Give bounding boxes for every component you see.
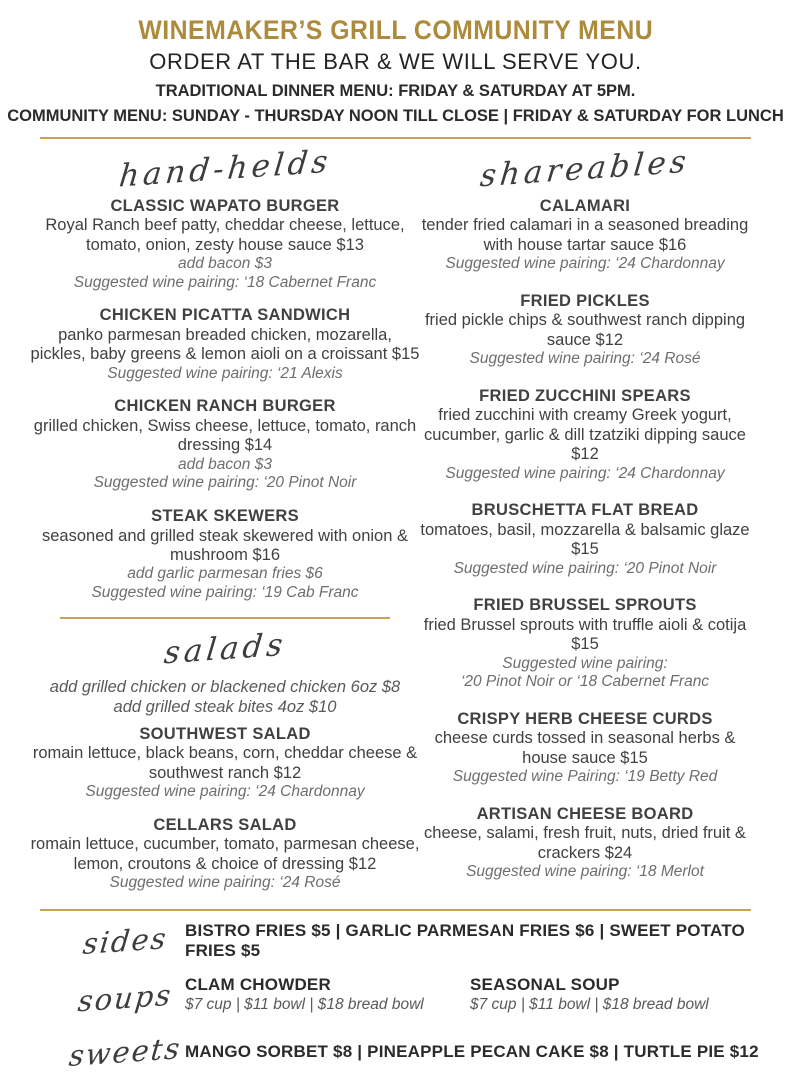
- dinner-hours-line: TRADITIONAL DINNER MENU: FRIDAY & SATURDAY AT 5PM.: [155, 81, 636, 100]
- sides-heading: sides: [80, 920, 170, 962]
- menu-item-description: cheese, salami, fresh fruit, nuts, dried fruit & crackers $24: [424, 824, 746, 862]
- menu-item-description: romain lettuce, cucumber, tomato, parmesan cheese, lemon, croutons & choice of dressing $12: [30, 835, 420, 873]
- right-column: [420, 143, 750, 907]
- menu-item-note: Suggested wine pairing: ‘21 Alexis: [107, 364, 343, 382]
- sweets-list: MANGO SORBET $8 | PINEAPPLE PECAN CAKE $8 | TURTLE PIE $12: [185, 1041, 759, 1061]
- menu-item-description: romain lettuce, black beans, corn, cheddar cheese & southwest ranch $12: [32, 744, 418, 782]
- menu-item-description: fried pickle chips & southwest ranch dipping sauce $12: [424, 311, 746, 349]
- page-title-text: WINEMAKER’S GRILL COMMUNITY MENU: [138, 15, 653, 45]
- page-title: [0, 16, 791, 46]
- salads-items: [30, 725, 420, 893]
- salads-addon-line: add grilled steak bites 4oz $10: [113, 697, 337, 716]
- menu-item-description: fried zucchini with creamy Greek yogurt, cucumber, garlic & dill tzatziki dipping sauce $12: [424, 406, 746, 464]
- soup-name: CLAM CHOWDER: [185, 974, 331, 994]
- hand-helds-items: [30, 197, 420, 603]
- menu-item-description: tomatoes, basil, mozzarella & balsamic glaze $15: [420, 520, 750, 559]
- menu-item: [30, 306, 420, 383]
- menu-item: [420, 292, 750, 369]
- menu-item-name: FRIED ZUCCHINI SPEARS: [479, 386, 691, 405]
- salads-divider: [60, 617, 390, 619]
- menu-item-description: fried Brussel sprouts with truffle aioli & cotija $15: [423, 615, 747, 654]
- menu-item-name: CLASSIC WAPATO BURGER: [110, 196, 340, 215]
- sweets-row: [0, 1030, 791, 1073]
- section-shareables: [420, 143, 750, 882]
- order-instruction: ORDER AT THE BAR & WE WILL SERVE YOU.: [149, 48, 642, 74]
- menu-item-note: Suggested wine pairing: ‘24 Chardonnay: [445, 464, 725, 482]
- menu-item-name: SOUTHWEST SALAD: [139, 724, 311, 743]
- menu-item: [30, 507, 420, 603]
- menu-item-description: seasoned and grilled steak skewered with onion & mushroom $16: [42, 526, 408, 564]
- menu-item-description: grilled chicken, Swiss cheese, lettuce, tomato, ranch dressing $14: [33, 416, 417, 455]
- soups-heading: soups: [76, 977, 174, 1019]
- menu-item-description: cheese curds tossed in seasonal herbs & house sauce $15: [434, 729, 736, 767]
- menu-item-name: FRIED BRUSSEL SPROUTS: [473, 596, 697, 615]
- menu-item-note: Suggested wine pairing: ‘20 Pinot Noir: [453, 559, 717, 577]
- menu-item: [420, 710, 750, 787]
- section-hand-helds: [30, 143, 420, 603]
- left-column: [30, 143, 420, 907]
- menu-header: [0, 0, 791, 128]
- menu-item: [420, 197, 750, 274]
- salads-intro: [30, 677, 420, 717]
- menu-item-name: CRISPY HERB CHEESE CURDS: [457, 709, 713, 728]
- menu-item-note: Suggested wine pairing: ‘24 Rosé: [469, 350, 701, 368]
- salads-heading: salads: [161, 626, 289, 672]
- menu-item-note: Suggested wine pairing: ‘18 Merlot: [466, 863, 704, 881]
- menu-item: [30, 197, 420, 293]
- menu-item-name: CALAMARI: [539, 196, 631, 215]
- soups-entries: [185, 975, 755, 1014]
- menu-item-note: Suggested wine pairing: ‘18 Cabernet Franc: [73, 273, 377, 291]
- sides-list: BISTRO FRIES $5 | GARLIC PARMESAN FRIES $6 | SWEET POTATO FRIES $5: [185, 920, 745, 960]
- menu-item: [30, 397, 420, 493]
- menu-item-note: Suggested wine pairing: ‘24 Rosé: [109, 874, 341, 892]
- soups-label-box: [65, 977, 185, 1019]
- menu-item-name: CELLARS SALAD: [153, 815, 297, 834]
- soup-prices: $7 cup | $11 bowl | $18 bread bowl: [185, 995, 424, 1013]
- shareables-items: [420, 197, 750, 882]
- menu-item-name: STEAK SKEWERS: [151, 507, 299, 526]
- sweets-heading: sweets: [67, 1030, 183, 1073]
- sweets-label-box: [65, 1030, 185, 1073]
- soup-name: SEASONAL SOUP: [470, 974, 620, 994]
- menu-item-note: ‘20 Pinot Noir or ‘18 Cabernet Franc: [460, 673, 710, 691]
- hand-helds-heading: hand-helds: [116, 143, 334, 195]
- section-salads: [30, 626, 420, 893]
- menu-item-note: Suggested wine pairing:: [502, 654, 668, 672]
- menu-item-name: CHICKEN RANCH BURGER: [114, 397, 336, 416]
- menu-item: [420, 387, 750, 483]
- menu-item-description: Royal Ranch beef patty, cheddar cheese, lettuce, tomato, onion, zesty house sauce $13: [45, 216, 405, 254]
- shareables-heading: shareables: [478, 143, 692, 195]
- menu-item-name: CHICKEN PICATTA SANDWICH: [99, 306, 351, 325]
- menu-item: [420, 805, 750, 882]
- menu-item-description: tender fried calamari in a seasoned breading with house tartar sauce $16: [421, 216, 749, 254]
- menu-item-note: add bacon $3: [178, 455, 272, 473]
- sides-label-box: [65, 920, 185, 962]
- menu-item: [30, 816, 420, 893]
- menu-item-name: ARTISAN CHEESE BOARD: [476, 804, 694, 823]
- menu-item-description: panko parmesan breaded chicken, mozarella, pickles, baby greens & lemon aioli on a croissant $15: [30, 325, 420, 364]
- menu-item-note: Suggested wine Pairing: ‘19 Betty Red: [452, 768, 718, 786]
- menu-item-note: Suggested wine pairing: ‘20 Pinot Noir: [93, 474, 357, 492]
- soup-entry-clam-chowder: [185, 975, 470, 1014]
- menu-item-name: BRUSCHETTA FLAT BREAD: [471, 501, 699, 520]
- menu-item-note: add garlic parmesan fries $6: [127, 565, 323, 583]
- sides-row: [0, 921, 791, 961]
- menu-item-note: Suggested wine pairing: ‘24 Chardonnay: [445, 255, 725, 273]
- menu-item: [30, 725, 420, 802]
- menu-item-note: add bacon $3: [178, 255, 272, 273]
- soup-entry-seasonal-soup: [470, 975, 755, 1014]
- community-hours-line: COMMUNITY MENU: SUNDAY - THURSDAY NOON TILL CLOSE | FRIDAY & SATURDAY FOR LUNCH: [7, 107, 784, 126]
- menu-item-note: Suggested wine pairing: ‘24 Chardonnay: [85, 783, 365, 801]
- soup-prices: $7 cup | $11 bowl | $18 bread bowl: [470, 995, 709, 1013]
- menu-item-name: FRIED PICKLES: [520, 291, 650, 310]
- menu-columns: [0, 139, 791, 907]
- menu-item-note: Suggested wine pairing: ‘19 Cab Franc: [91, 584, 359, 602]
- menu-item: [420, 596, 750, 692]
- menu-item: [420, 501, 750, 578]
- salads-addon-line: add grilled chicken or blackened chicken 6oz $8: [49, 677, 401, 696]
- bottom-divider: [40, 909, 751, 911]
- soups-row: [0, 974, 791, 1019]
